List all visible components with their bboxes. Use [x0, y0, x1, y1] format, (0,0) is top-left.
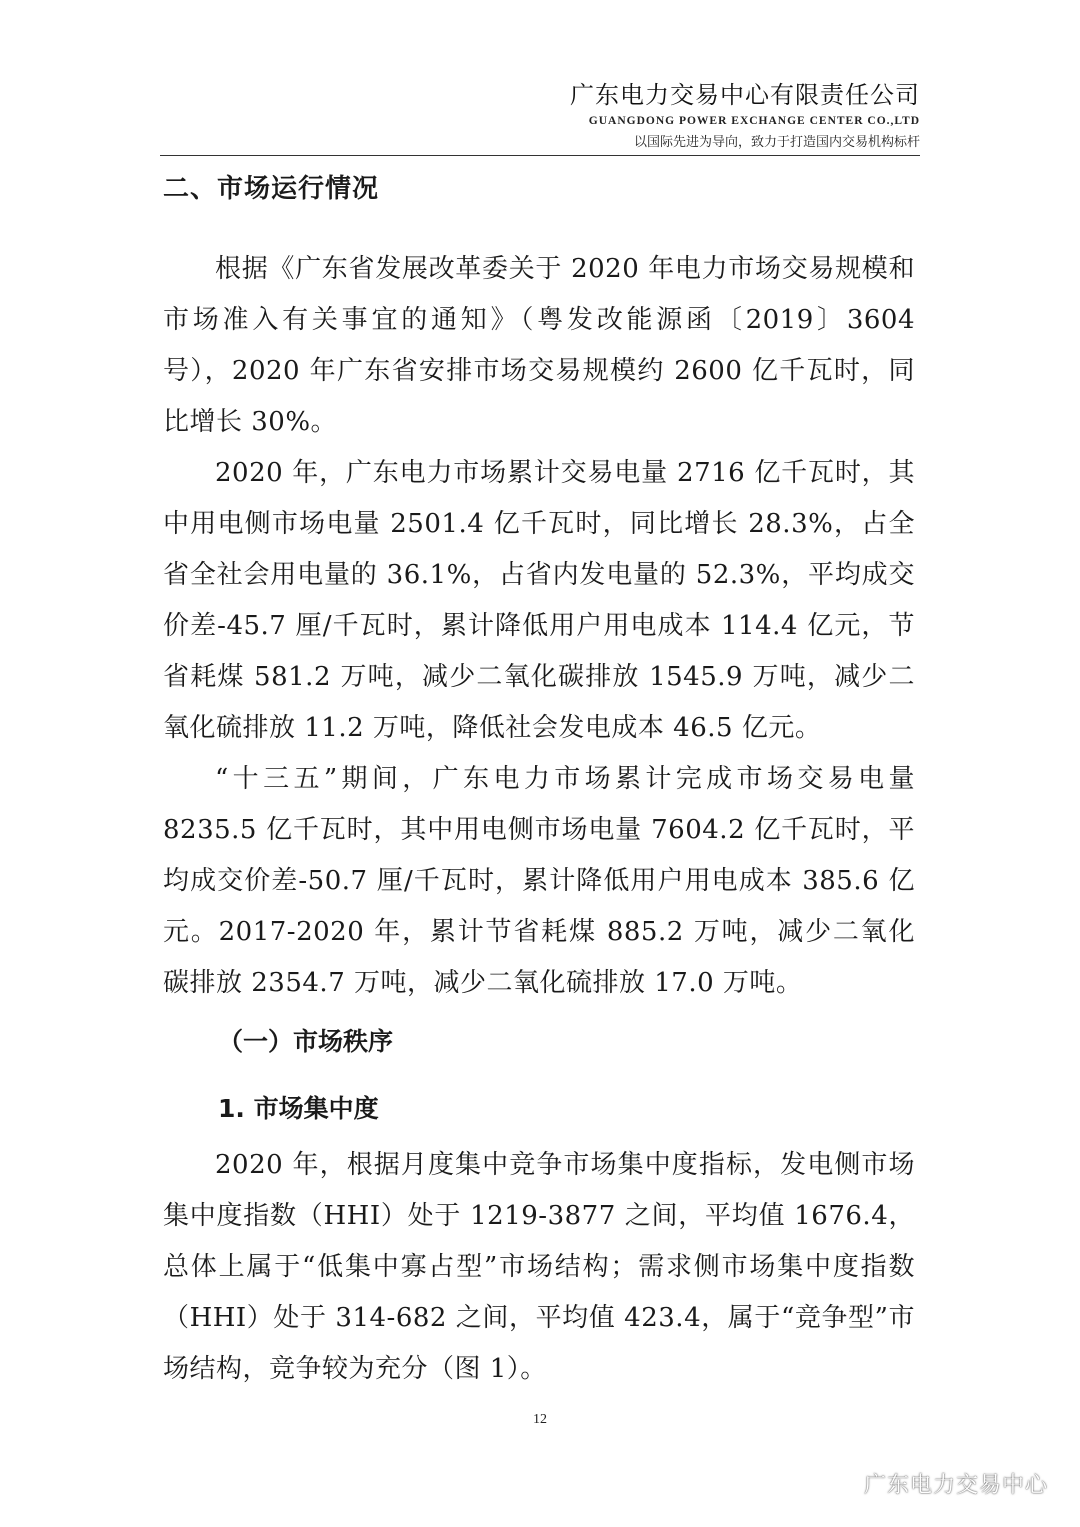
item-body	[163, 1140, 915, 1395]
paragraph-2020-results: 2020 年，广东电力市场累计交易电量 2716 亿千瓦时，其中用电侧市场电量 2501.4 亿千瓦时，同比增长 28.3%，占全省全社会用电量的 36.1%，占省内发电量的 52.3%，平均成交价差-45.7 厘/千瓦时，累计降低用户用电成本 114.4 亿元，节省耗煤 581.2 万吨，减少二氧化碳排放 1545.9 万吨，减少二氧化硫排放 11.2 万吨，降低社会发电成本 46.5 亿元。	[163, 458, 915, 743]
watermark-text: 广东电力交易中心	[863, 1473, 1048, 1498]
header-divider	[160, 155, 920, 156]
wechat-watermark	[826, 1468, 1048, 1499]
item-heading: 1. 市场集中度	[218, 1094, 379, 1123]
paragraph-market-scale: 根据《广东省发展改革委关于 2020 年电力市场交易规模和市场准入有关事宜的通知》（粤发改能源函〔2019〕3604 号），2020 年广东省安排市场交易规模约 2600 亿千瓦时，同比增长 30%。	[163, 254, 915, 437]
subsection-heading: （一）市场秩序	[218, 1027, 394, 1056]
paragraph-market-concentration: 2020 年，根据月度集中竞争市场集中度指标，发电侧市场集中度指数（HHI）处于 1219-3877 之间，平均值 1676.4，总体上属于“低集中寡占型”市场结构；需求侧市场集中度指数（HHI）处于 314-682 之间，平均值 423.4，属于“竞争型”市场结构，竞争较为充分（图 1）。	[163, 1150, 915, 1384]
company-name-en: GUANGDONG POWER EXCHANGE CENTER CO.,LTD	[588, 115, 920, 127]
page-number: 12	[533, 1412, 547, 1427]
wechat-icon	[826, 1471, 856, 1497]
company-slogan: 以国际先进为导向，致力于打造国内交易机构标杆	[633, 135, 920, 150]
section-body	[163, 244, 915, 1009]
section-heading: 二、市场运行情况	[163, 174, 380, 204]
document-header	[570, 80, 920, 152]
paragraph-13th-five-year: “十三五”期间，广东电力市场累计完成市场交易电量 8235.5 亿千瓦时，其中用电侧市场电量 7604.2 亿千瓦时，平均成交价差-50.7 厘/千瓦时，累计降低用户用电成本 385.6 亿元。2017-2020 年，累计节省耗煤 885.2 万吨，减少二氧化碳排放 2354.7 万吨，减少二氧化硫排放 17.0 万吨。	[163, 764, 915, 998]
company-name-cn: 广东电力交易中心有限责任公司	[570, 81, 920, 109]
